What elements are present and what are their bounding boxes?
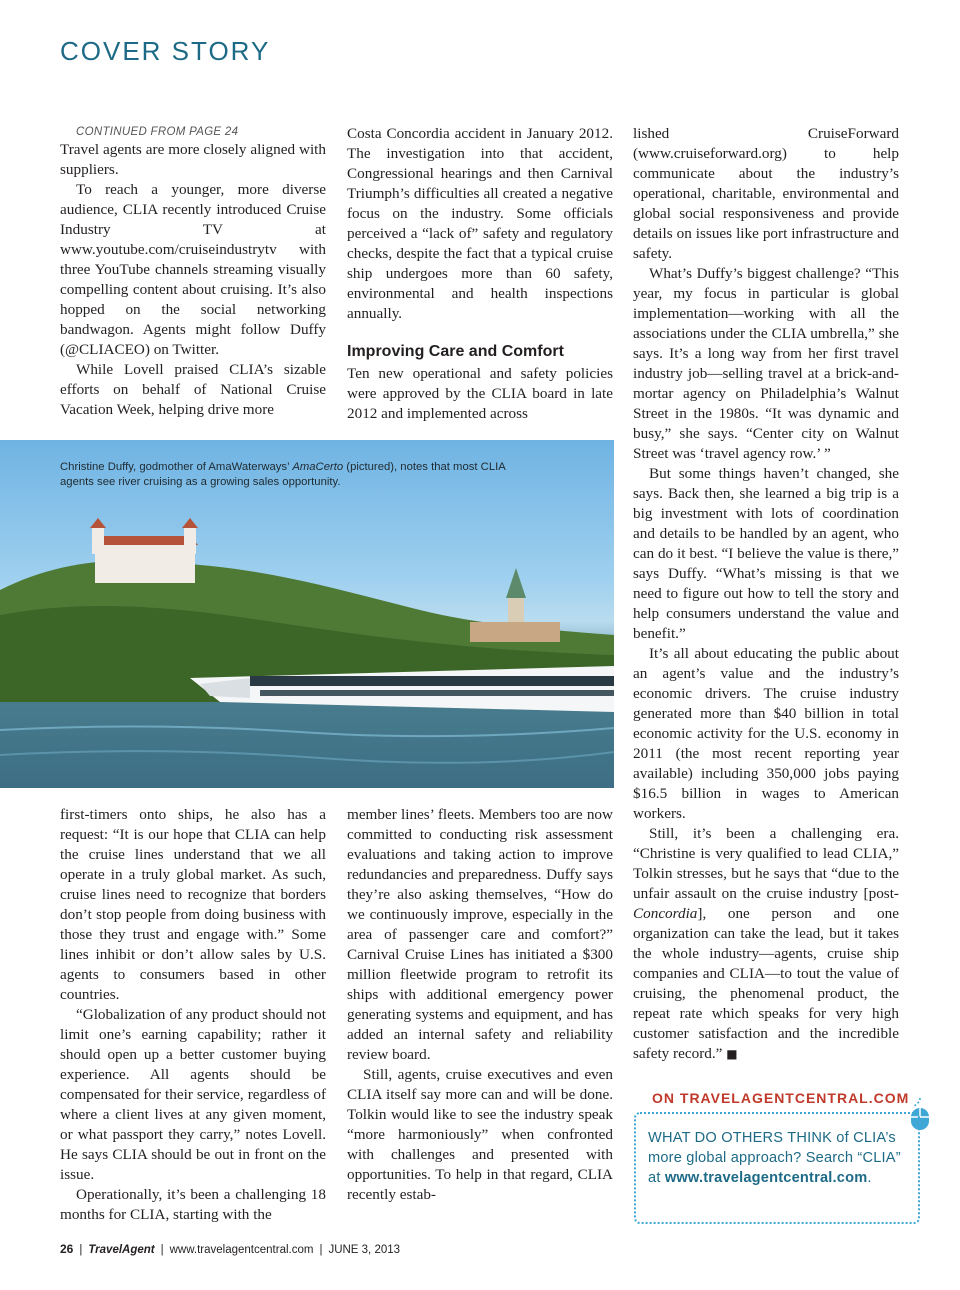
- footer-brand: TravelAgent: [88, 1244, 155, 1256]
- page-number: 26: [60, 1242, 74, 1256]
- section-label: COVER STORY: [60, 36, 271, 66]
- paragraph: first-timers onto ships, he also has a request: “It is our hope that CLIA can help the cruise lines understand that we all operate in a truly global market. As such, cruise lines need to recognize that borders don’t stop people from doing business with those they trust and engage with.” Some lines inhibit or don’t allow sales by U.S. agents to consumers based in other countries.: [60, 806, 326, 1003]
- footer-divider: |: [160, 1244, 164, 1256]
- column-1-bottom: [60, 805, 326, 1225]
- end-mark-icon: ■: [726, 1047, 738, 1061]
- paragraph: To reach a younger, more diverse audience, CLIA recently introduced Cruise Industry TV at www.youtube.com/cruiseindustrytv with three YouTube channels streaming visually compelling content about cruising. It’s also hopped on the social networking bandwagon. Agents might follow Duffy (@CLIACEO) on Twitter.: [60, 181, 326, 358]
- footer-url: www.travelagentcentral.com: [169, 1244, 314, 1256]
- text-run: Still, it’s been a challenging era. “Christine is very qualified to lead CLIA,” Tolkin stresses, but he says that “due to the unfair assault on the cruise industry [post-: [633, 825, 899, 902]
- paragraph: It’s all about educating the public about an agent’s value and the industry’s economic drivers. The cruise industry generated more than $40 billion in total economic activity for the U.S. economy in 2011 (the most recent reporting year available) including 350,000 jobs paying $16.5 billion in wages to American workers.: [633, 645, 899, 822]
- promo-text-run: .: [867, 1170, 872, 1186]
- promo-heading: ON TRAVELAGENTCENTRAL.COM: [652, 1090, 910, 1106]
- paragraph: What’s Duffy’s biggest challenge? “This year, my focus in particular is global implementation—working with all the associations under the CLIA umbrella,” she says. It’s a long way from her first travel industry job—selling travel at a brick-and-mortar agency on Philadelphia’s Walnut Street in the 1980s. “It was dynamic and busy,” she says. “Center city on Walnut Street was ‘travel agency row.’ ”: [633, 265, 899, 462]
- page-footer: [60, 1242, 400, 1256]
- paragraph: “Globalization of any product should not limit one’s earning capability; rather it should open up a better customer buying experience. All agents should be compensated for their service, regardless of where a client lives at any given moment, or what passport they carry,” notes Lovell. He says CLIA should be out in front on the issue.: [60, 1006, 326, 1183]
- paragraph: lished CruiseForward (www.cruiseforward.org) to help communicate about the industry’s operational, charitable, environmental and global social responsiveness and provide details on issues like port infrastructure and safety.: [633, 125, 899, 262]
- paragraph: Travel agents are more closely aligned with suppliers.: [60, 141, 326, 178]
- column-3: [633, 124, 899, 1064]
- paragraph: member lines’ fleets. Members too are now committed to conducting risk assessment evaluations and taking action to improve redundancies and preparedness. Duffy says they’re also asking themselves, “How do we continuously improve, especially in the area of passenger care and comfort?” Carnival Cruise Lines has initiated a $300 million fleetwide program to retrofit its ships with additional emergency power generating systems and equipment, and has added an internal safety and reliability review board.: [347, 806, 613, 1063]
- text-run-italic: Concordia: [633, 905, 698, 922]
- paragraph: Still, agents, cruise executives and even CLIA itself say more can and will be done. Tolkin would like to see the industry speak “more harmoniously” when confronted with challenges and presented with opportunities. To help in that regard, CLIA recently estab-: [347, 1066, 613, 1203]
- paragraph: Costa Concordia accident in January 2012. The investigation into that accident, Congressional hearings and then Carnival Triumph’s difficulties all created a negative focus on the industry. Some officials perceived a “lack of” safety and regulatory checks, despite the fact that a typical cruise ship undergoes more than 60 safety, environmental and health inspections annually.: [347, 125, 613, 322]
- footer-date: JUNE 3, 2013: [328, 1244, 401, 1256]
- caption-text: Christine Duffy, godmother of AmaWaterways’: [60, 461, 293, 473]
- photo-illustration: [0, 440, 614, 788]
- paragraph: But some things haven’t changed, she says. Back then, she learned a big trip is a big investment with lots of coordination and details to be handled by an agent, who can do it best. “I believe the value is there,” says Duffy. “What’s missing is that we need to figure out how to tell the story and help consumers understand the value and benefit.”: [633, 465, 899, 642]
- photo-caption: [60, 460, 530, 490]
- text-run: ], one person and one organization can take the lead, but it takes the whole industry—agents, cruise ship companies and CLIA—to tout the value of cruising, the phenomenal product, the repeat rate which speaks for very high customer satisfaction and the incredible safety record.”: [633, 905, 899, 1062]
- caption-text: (pictured), notes that most CLIA agents see river cruising as a growing sales opportunity.: [60, 461, 506, 488]
- column-2-top: [347, 124, 613, 424]
- paragraph: Operationally, it’s been a challenging 18 months for CLIA, starting with the: [60, 1186, 326, 1223]
- footer-divider: |: [79, 1244, 83, 1256]
- footer-divider: |: [319, 1244, 323, 1256]
- paragraph: Ten new operational and safety policies were approved by the CLIA board in late 2012 and implemented across: [347, 365, 613, 422]
- paragraph-final: [633, 824, 899, 1064]
- subhead: Improving Care and Comfort: [347, 343, 564, 360]
- promo-text: [648, 1128, 906, 1188]
- paragraph: While Lovell praised CLIA’s sizable efforts on behalf of National Cruise Vacation Week, helping drive more: [60, 361, 326, 418]
- column-2-bottom: [347, 805, 613, 1205]
- column-1-top: [60, 124, 326, 420]
- river-cruise-photo: [0, 440, 614, 788]
- caption-ship-name: AmaCerto: [292, 461, 344, 473]
- promo-text-run: WHAT DO OTHERS THINK of CLIA’s more global approach? Search “CLIA” at: [648, 1130, 901, 1186]
- promo-link[interactable]: www.travelagentcentral.com: [664, 1170, 868, 1186]
- continued-from: CONTINUED FROM PAGE 24: [76, 126, 239, 138]
